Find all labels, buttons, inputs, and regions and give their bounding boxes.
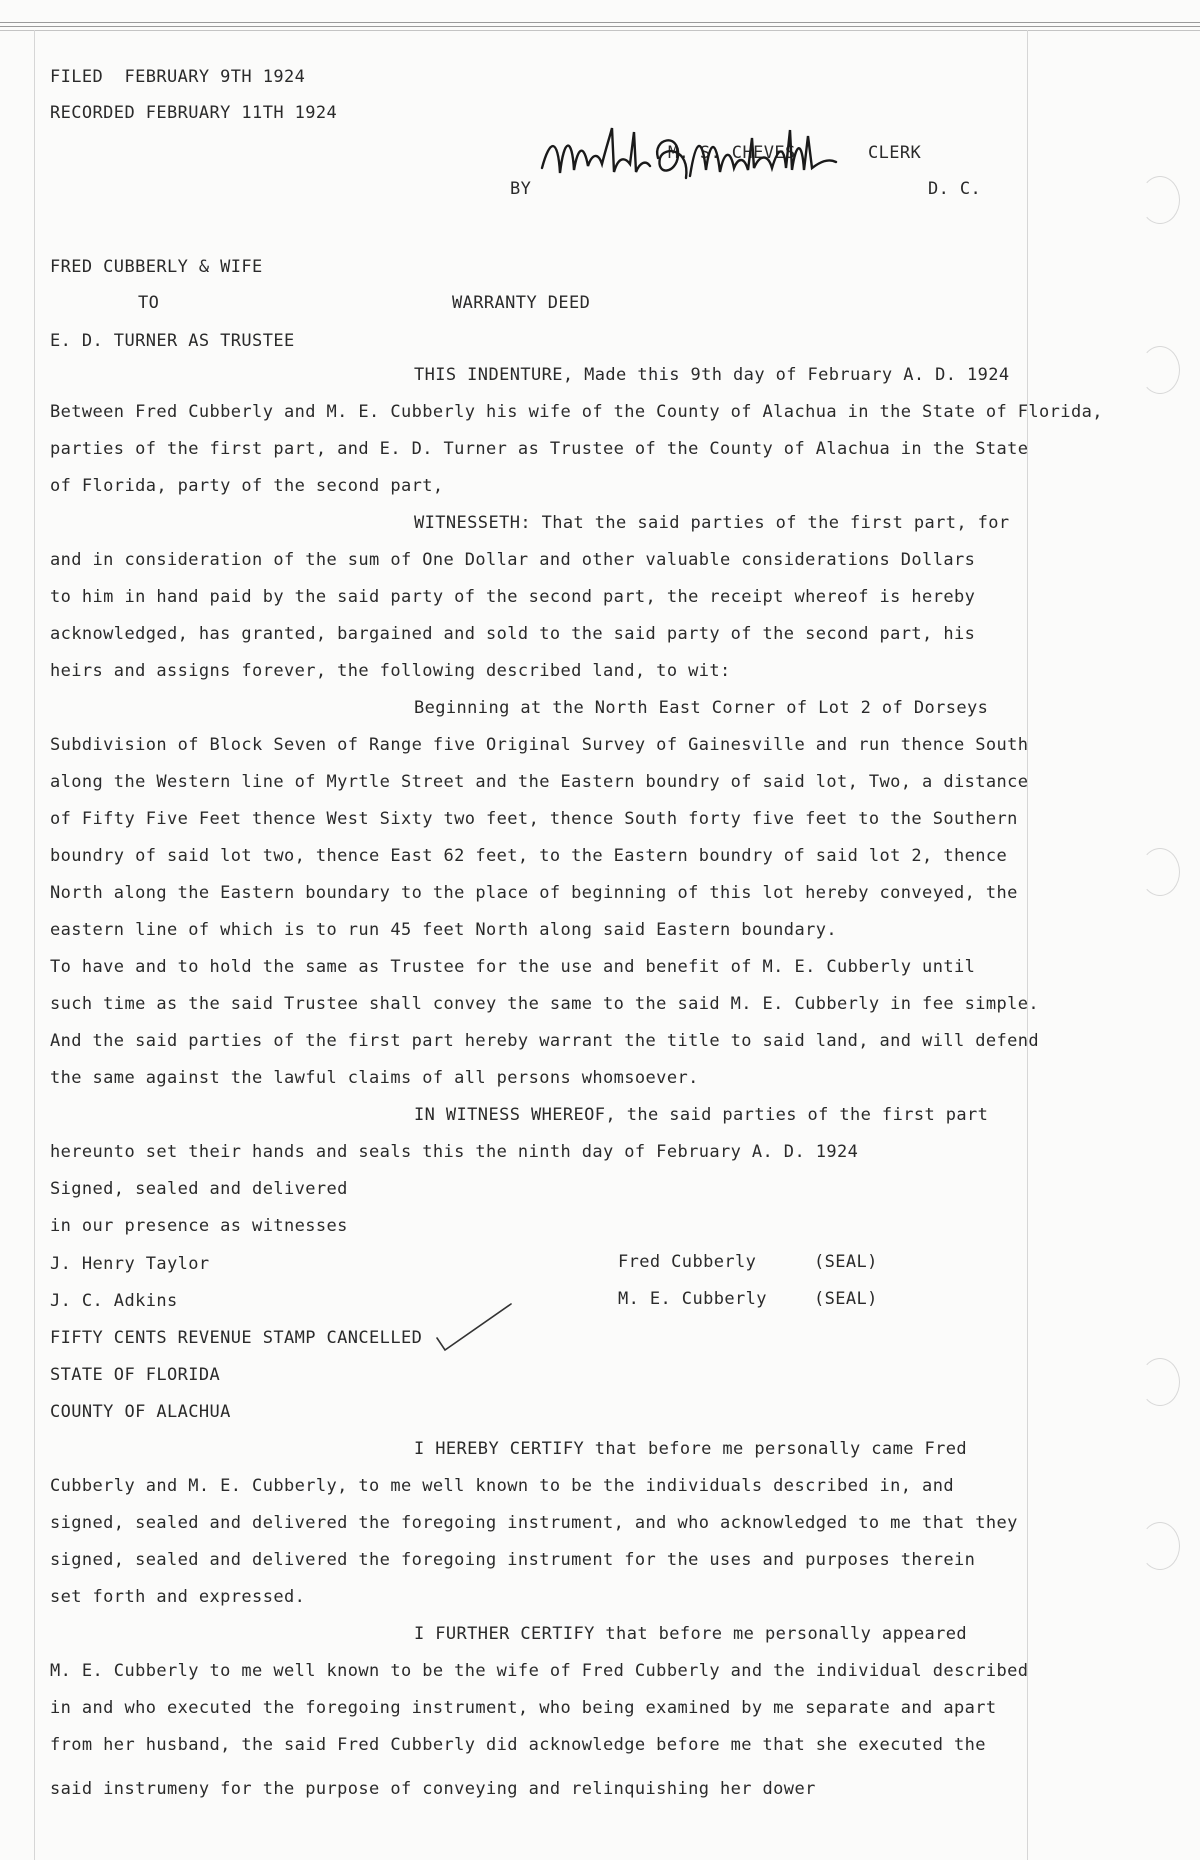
check-mark-icon: [435, 1300, 515, 1356]
body-line: And the said parties of the first part hereby warrant the title to said land, and will defend: [50, 1031, 1040, 1051]
witness-name: J. Henry Taylor: [50, 1254, 210, 1274]
clerk-title: CLERK: [868, 143, 922, 163]
body-line: THIS INDENTURE, Made this 9th day of February A. D. 1924: [414, 365, 1010, 385]
body-line: WITNESSETH: That the said parties of the first part, for: [414, 513, 1010, 533]
filed-date: FILED FEBRUARY 9TH 1924: [50, 67, 306, 87]
body-line: boundry of said lot two, thence East 62 feet, to the Eastern boundry of said lot 2, thence: [50, 846, 1008, 866]
binder-hole: [1140, 346, 1180, 394]
body-line: Subdivision of Block Seven of Range five Original Survey of Gainesville and run thence South: [50, 735, 1029, 755]
by-label: BY: [510, 179, 532, 199]
footer-line: STATE OF FLORIDA: [50, 1365, 221, 1385]
witness-name: J. C. Adkins: [50, 1291, 178, 1311]
footer-line: from her husband, the said Fred Cubberly did acknowledge before me that she executed the: [50, 1735, 986, 1755]
body-line: Between Fred Cubberly and M. E. Cubberly his wife of the County of Alachua in the State of Florida,: [50, 402, 1103, 422]
body-line: along the Western line of Myrtle Street and the Eastern boundry of said lot, Two, a distance: [50, 772, 1029, 792]
recorded-date: RECORDED FEBRUARY 11TH 1924: [50, 103, 338, 123]
footer-line: in and who executed the foregoing instrument, who being examined by me separate and apart: [50, 1698, 997, 1718]
body-line: in our presence as witnesses: [50, 1216, 348, 1236]
to-label: TO: [138, 293, 160, 313]
top-rule: [0, 22, 1200, 23]
signatory-name: M. E. Cubberly: [618, 1289, 767, 1309]
body-line: and in consideration of the sum of One Dollar and other valuable considerations Dollars: [50, 550, 976, 570]
document-type: WARRANTY DEED: [452, 293, 591, 313]
footer-line: FIFTY CENTS REVENUE STAMP CANCELLED: [50, 1328, 423, 1348]
binder-hole: [1140, 176, 1180, 224]
footer-line: COUNTY OF ALACHUA: [50, 1402, 231, 1422]
left-margin-line: [34, 30, 35, 1860]
body-line: such time as the said Trustee shall convey the same to the said M. E. Cubberly in fee simple.: [50, 994, 1040, 1014]
footer-line: I HEREBY CERTIFY that before me personally came Fred: [414, 1439, 968, 1459]
top-rule-3: [0, 30, 1200, 31]
grantor: FRED CUBBERLY & WIFE: [50, 257, 263, 277]
body-line: of Fifty Five Feet thence West Sixty two feet, thence South forty five feet to the Southern: [50, 809, 1018, 829]
right-margin-line: [1027, 30, 1028, 1860]
body-line: acknowledged, has granted, bargained and sold to the said party of the second part, his: [50, 624, 976, 644]
footer-line: said instrumeny for the purpose of conveying and relinquishing her dower: [50, 1779, 816, 1799]
body-line: eastern line of which is to run 45 feet North along said Eastern boundary.: [50, 920, 837, 940]
body-line: hereunto set their hands and seals this the ninth day of February A. D. 1924: [50, 1142, 859, 1162]
body-line: heirs and assigns forever, the following described land, to wit:: [50, 661, 731, 681]
seal-label: (SEAL): [814, 1252, 878, 1272]
deputy-clerk-label: D. C.: [928, 179, 982, 199]
grantee: E. D. TURNER AS TRUSTEE: [50, 331, 295, 351]
binder-hole: [1140, 1358, 1180, 1406]
clerk-name: M. S. CHEVES: [668, 143, 796, 163]
footer-line: set forth and expressed.: [50, 1587, 306, 1607]
body-line: to him in hand paid by the said party of the second part, the receipt whereof is hereby: [50, 587, 976, 607]
body-line: the same against the lawful claims of all persons whomsoever.: [50, 1068, 699, 1088]
top-rule-2: [0, 26, 1200, 27]
body-line: parties of the first part, and E. D. Turner as Trustee of the County of Alachua in the State: [50, 439, 1029, 459]
body-line: of Florida, party of the second part,: [50, 476, 444, 496]
footer-line: signed, sealed and delivered the foregoing instrument, and who acknowledged to me that they: [50, 1513, 1018, 1533]
footer-line: Cubberly and M. E. Cubberly, to me well known to be the individuals described in, and: [50, 1476, 954, 1496]
footer-line: I FURTHER CERTIFY that before me personally appeared: [414, 1624, 968, 1644]
body-line: North along the Eastern boundary to the place of beginning of this lot hereby conveyed, the: [50, 883, 1018, 903]
body-line: Beginning at the North East Corner of Lot 2 of Dorseys: [414, 698, 989, 718]
footer-line: signed, sealed and delivered the foregoing instrument for the uses and purposes therein: [50, 1550, 976, 1570]
signatory-name: Fred Cubberly: [618, 1252, 757, 1272]
body-line: Signed, sealed and delivered: [50, 1179, 348, 1199]
binder-hole: [1140, 848, 1180, 896]
binder-hole: [1140, 1522, 1180, 1570]
deputy-clerk-signature: [540, 118, 840, 198]
footer-line: M. E. Cubberly to me well known to be the wife of Fred Cubberly and the individual described: [50, 1661, 1029, 1681]
body-line: IN WITNESS WHEREOF, the said parties of the first part: [414, 1105, 989, 1125]
seal-label: (SEAL): [814, 1289, 878, 1309]
body-line: To have and to hold the same as Trustee for the use and benefit of M. E. Cubberly until: [50, 957, 976, 977]
